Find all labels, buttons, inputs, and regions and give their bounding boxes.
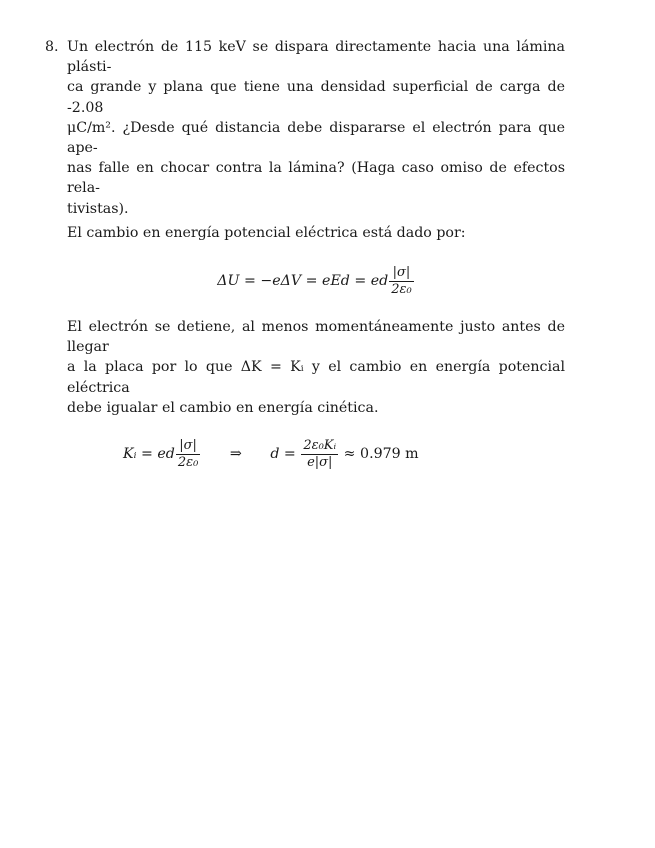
p3-line-2: a la placa por lo que ΔK = Kᵢ y el cambio en energía potencial eléctrica [67,359,565,396]
eq2-left-lhs: Kᵢ = ed [123,446,175,463]
eq1-frac-num: |σ| [389,265,413,282]
statement-line-2: ca grande y plana que tiene una densidad superficial de carga de -2.08 [67,79,565,116]
implies-arrow: ⇒ [229,446,242,463]
eq1-frac-den: 2ε₀ [391,281,412,297]
problem-body [67,37,565,474]
statement-line-1: Un electrón de 115 keV se dispara directamente hacia una lámina plásti- [67,39,565,76]
p3-line-1: El electrón se detiene, al menos momentáneamente justo antes de llegar [67,319,565,356]
statement-line-4: nas falle en chocar contra la lámina? (Haga caso omiso de efectos rela- [67,160,565,197]
eq2-right-lhs: d = [270,446,296,463]
eq2-left-frac-num: |σ| [176,438,200,455]
problem-statement [67,37,565,219]
eq2-left-frac-den: 2ε₀ [177,454,199,470]
eq2-right-frac-den: e|σ| [307,454,333,470]
statement-line-3: μC/m². ¿Desde qué distancia debe dispararse el electrón para que ape- [67,119,565,157]
paragraph-potential-energy: El cambio en energía potencial eléctrica está dado por: [67,224,466,241]
problem-8 [45,37,565,474]
eq2-right-fraction [301,438,338,471]
problem-number: 8. [45,39,59,55]
statement-line-5: tivistas). [67,200,129,217]
eq2-left-fraction [176,438,200,471]
eq1-lhs: ΔU = −eΔV = eEd = ed [217,273,389,290]
p3-line-3: debe igualar el cambio en energía cinética. [67,399,379,416]
equation-distance [67,434,565,474]
eq2-right-frac-num: 2ε₀Kᵢ [303,437,337,453]
equation-delta-u [67,261,565,301]
eq1-fraction [389,265,413,298]
eq2-result: ≈ 0.979 m [343,446,419,463]
paragraph-electron-stops [67,317,565,418]
